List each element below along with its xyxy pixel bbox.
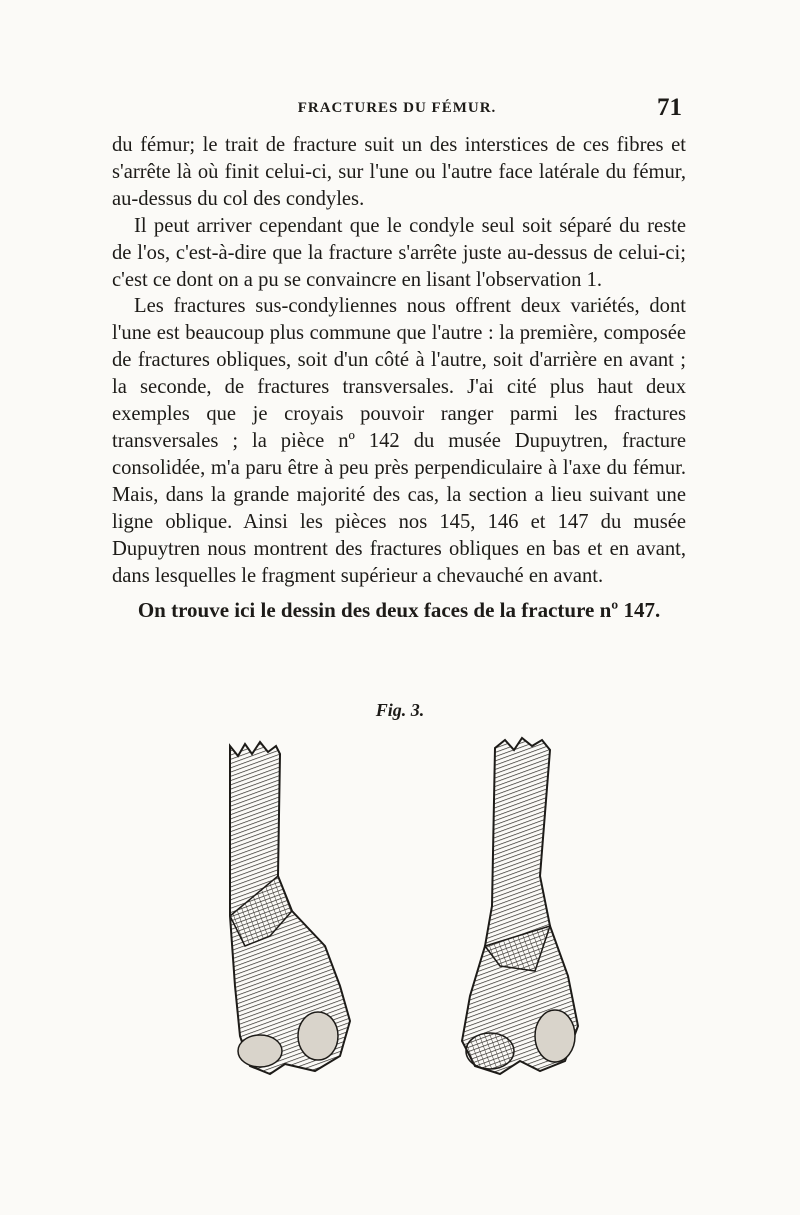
femur-left-view (230, 742, 350, 1074)
figure-label: Fig. 3. (375, 700, 425, 720)
paragraph-1: du fémur; le trait de fracture suit un des interstices de ces fibres et s'arrête là où finit celui-ci, sur l'une ou l'autre face latérale du fémur, au-dessus du col des condyles. (112, 134, 686, 210)
figure-callout: On trouve ici le dessin des deux faces de la fracture nº 147. (137, 598, 661, 623)
running-head: FRACTURES DU FÉMUR. (297, 100, 497, 116)
paragraph-2: Il peut arriver cependant que le condyle seul soit séparé du reste de l'os, c'est-à-dire que la fracture s'arrête juste au-dessus de celui-ci; c'est ce dont on a pu se convaincre en lisant l'observation 1. (112, 214, 686, 291)
body-text (112, 132, 686, 624)
femur-fracture-illustration (200, 736, 610, 1086)
page-number: 71 (657, 94, 682, 121)
femur-right-view (462, 738, 578, 1074)
page-header (112, 94, 682, 128)
paragraph-3: Les fractures sus-condyliennes nous offrent deux variétés, dont l'une est beaucoup plus commune que l'autre : la première, composée de fractures obliques, soit d'un côté à l'autre, soit d'arrière en avant ; la seconde, de fractures transversales. J'ai cité plus haut deux exemples que je croyais pouvoir ranger parmi les fractures transversales ; la pièce nº 142 du musée Dupuytren, fracture consolidée, m'a paru être à peu près perpendiculaire à l'axe du fémur. Mais, dans la grande majorité des cas, la section a lieu suivant une ligne oblique. Ainsi les pièces nos 145, 146 et 147 du musée Dupuytren nous montrent des fractures obliques en bas et en avant, dans lesquelles le fragment supérieur a chevauché en avant. (112, 295, 686, 587)
